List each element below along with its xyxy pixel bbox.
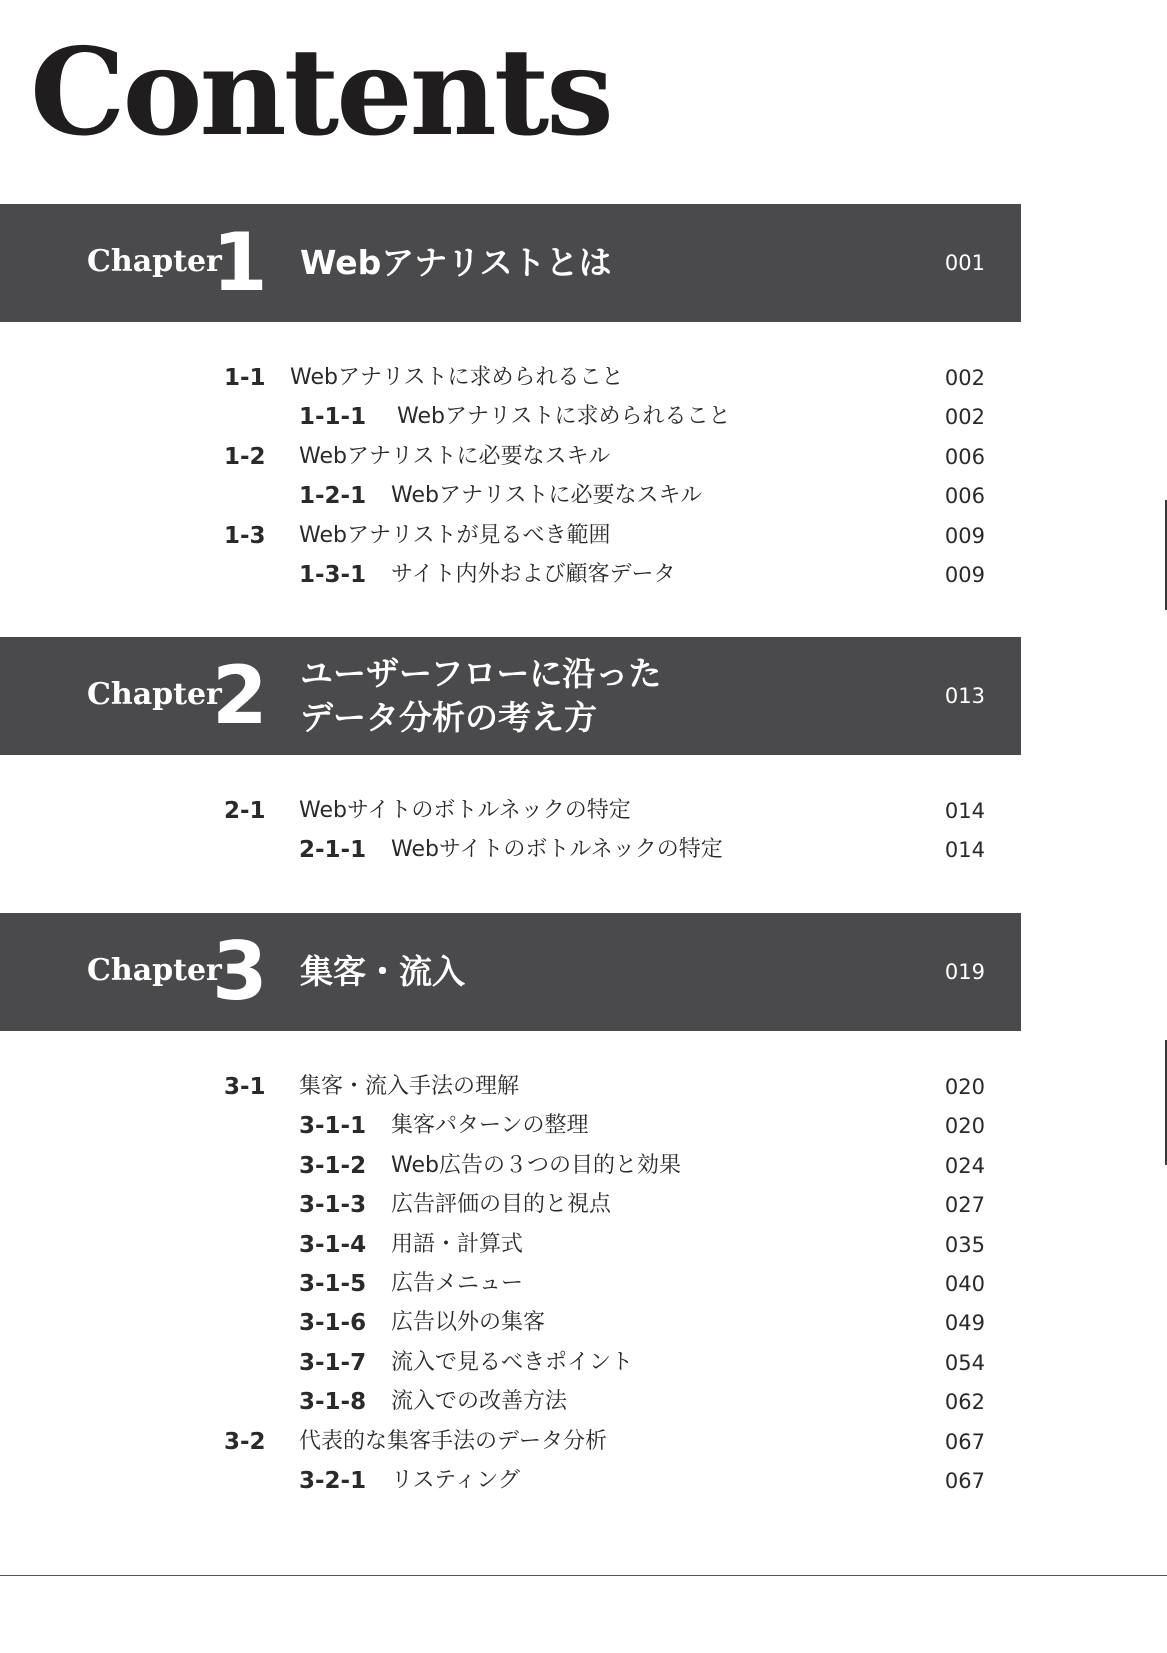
subsection-number: 3-2-1	[299, 1467, 367, 1494]
subsection-title: Web広告の３つの目的と効果	[391, 1152, 681, 1178]
section-number: 3-2	[224, 1428, 266, 1455]
chapter-label: Chapter	[87, 677, 222, 712]
subsection-title: 広告評価の目的と視点	[391, 1192, 612, 1218]
toc-entry-subsection[interactable]	[0, 1226, 1021, 1265]
page-number: 006	[944, 444, 985, 469]
footer-rule	[0, 1575, 1167, 1576]
subsection-number: 3-1-2	[299, 1152, 367, 1179]
page-number: 006	[944, 484, 985, 509]
chapter-title-line: Webアナリストとは	[300, 243, 612, 282]
page-number: 054	[944, 1350, 985, 1375]
page-number: 024	[944, 1153, 985, 1178]
page-number: 002	[944, 366, 985, 390]
subsection-number: 1-2-1	[299, 483, 367, 510]
toc-entry-subsection[interactable]	[0, 556, 1021, 595]
chapter-label: Chapter	[87, 953, 222, 988]
subsection-title: 用語・計算式	[391, 1231, 524, 1257]
section-number: 3-1	[224, 1074, 266, 1100]
chapter-2-section	[0, 637, 1021, 871]
subsection-number: 3-1-1	[299, 1113, 367, 1140]
toc-entry-subsection[interactable]	[0, 398, 1021, 437]
toc-list	[0, 1068, 1021, 1501]
section-number: 2-1	[224, 798, 266, 824]
toc-entry-subsection[interactable]	[0, 831, 1021, 870]
section-title: Webアナリストに必要なスキル	[299, 443, 611, 469]
chapter-title	[300, 204, 860, 322]
toc-entry-subsection[interactable]	[0, 1265, 1021, 1304]
toc-entry-subsection[interactable]	[0, 1462, 1021, 1501]
subsection-number: 3-1-4	[299, 1231, 367, 1258]
chapter-3-section	[0, 913, 1021, 1501]
page-number: 014	[944, 838, 985, 863]
chapter-header[interactable]	[0, 913, 1021, 1031]
subsection-title: 流入での改善方法	[391, 1389, 568, 1415]
chapter-1-section	[0, 204, 1021, 595]
subsection-number: 2-1-1	[299, 837, 367, 864]
page-number: 040	[944, 1271, 985, 1296]
section-number: 1-1	[224, 365, 266, 391]
subsection-title: Webアナリストに必要なスキル	[391, 483, 703, 509]
page-number: 049	[944, 1311, 985, 1336]
subsection-title: 広告以外の集客	[391, 1310, 546, 1336]
page-number: 067	[944, 1468, 985, 1493]
chapter-title-line: データ分析の考え方	[300, 698, 597, 737]
page-number: 027	[944, 1193, 985, 1218]
chapter-page-number: 013	[944, 684, 985, 708]
page-number: 009	[944, 562, 985, 587]
chapter-page-number: 019	[944, 960, 985, 984]
page-number: 062	[944, 1390, 985, 1415]
section-title: Webサイトのボトルネックの特定	[299, 798, 631, 823]
toc-entry-section[interactable]	[0, 792, 1021, 831]
chapter-title-line: ユーザーフローに沿った	[300, 654, 662, 693]
subsection-number: 3-1-3	[299, 1192, 367, 1219]
toc-list	[0, 792, 1021, 871]
subsection-title: サイト内外および顧客データ	[391, 561, 676, 587]
page-number: 067	[944, 1429, 985, 1454]
section-title: 集客・流入手法の理解	[299, 1074, 520, 1099]
subsection-title: Webサイトのボトルネックの特定	[391, 837, 723, 863]
subsection-title: 流入で見るべきポイント	[391, 1349, 634, 1375]
chapter-number: 2	[212, 649, 268, 742]
subsection-number: 1-1-1	[299, 404, 367, 431]
section-number: 1-2	[224, 443, 266, 470]
page-number: 035	[944, 1232, 985, 1257]
toc-entry-section[interactable]	[0, 1423, 1021, 1462]
page-number: 014	[944, 799, 985, 823]
section-number: 1-3	[224, 522, 266, 549]
chapter-title-line: 集客・流入	[300, 952, 465, 991]
subsection-number: 3-1-7	[299, 1349, 367, 1376]
subsection-title: Webアナリストに求められること	[397, 404, 731, 430]
toc-entry-section[interactable]	[0, 359, 1021, 398]
toc-entry-subsection[interactable]	[0, 1107, 1021, 1146]
toc-entry-subsection[interactable]	[0, 1147, 1021, 1186]
subsection-number: 1-3-1	[299, 561, 367, 588]
subsection-number: 3-1-8	[299, 1389, 367, 1416]
toc-entry-subsection[interactable]	[0, 1186, 1021, 1225]
chapter-header[interactable]	[0, 204, 1021, 322]
page-title: Contents	[30, 22, 611, 163]
subsection-number: 3-1-5	[299, 1270, 367, 1297]
chapter-label: Chapter	[87, 244, 222, 279]
page-number: 020	[944, 1114, 985, 1139]
chapter-title	[300, 637, 860, 755]
section-title: Webアナリストが見るべき範囲	[299, 522, 611, 548]
chapter-header[interactable]	[0, 637, 1021, 755]
chapter-page-number: 001	[944, 251, 985, 275]
chapter-title	[300, 913, 860, 1031]
toc-list	[0, 359, 1021, 595]
toc-entry-subsection[interactable]	[0, 477, 1021, 516]
subsection-title: 広告メニュー	[391, 1270, 524, 1296]
section-title: 代表的な集客手法のデータ分析	[299, 1428, 608, 1454]
toc-entry-subsection[interactable]	[0, 1344, 1021, 1383]
subsection-number: 3-1-6	[299, 1310, 367, 1337]
toc-entry-subsection[interactable]	[0, 1304, 1021, 1343]
page-number: 002	[944, 405, 985, 430]
toc-entry-section[interactable]	[0, 1068, 1021, 1107]
subsection-title: 集客パターンの整理	[391, 1113, 589, 1139]
chapter-number: 1	[212, 216, 268, 309]
page-number: 009	[944, 523, 985, 548]
subsection-title: リスティング	[391, 1467, 520, 1493]
toc-entry-section[interactable]	[0, 517, 1021, 556]
toc-entry-subsection[interactable]	[0, 1383, 1021, 1422]
toc-entry-section[interactable]	[0, 438, 1021, 477]
page-number: 020	[944, 1075, 985, 1099]
chapter-number: 3	[212, 925, 268, 1018]
section-title: Webアナリストに求められること	[290, 365, 624, 390]
